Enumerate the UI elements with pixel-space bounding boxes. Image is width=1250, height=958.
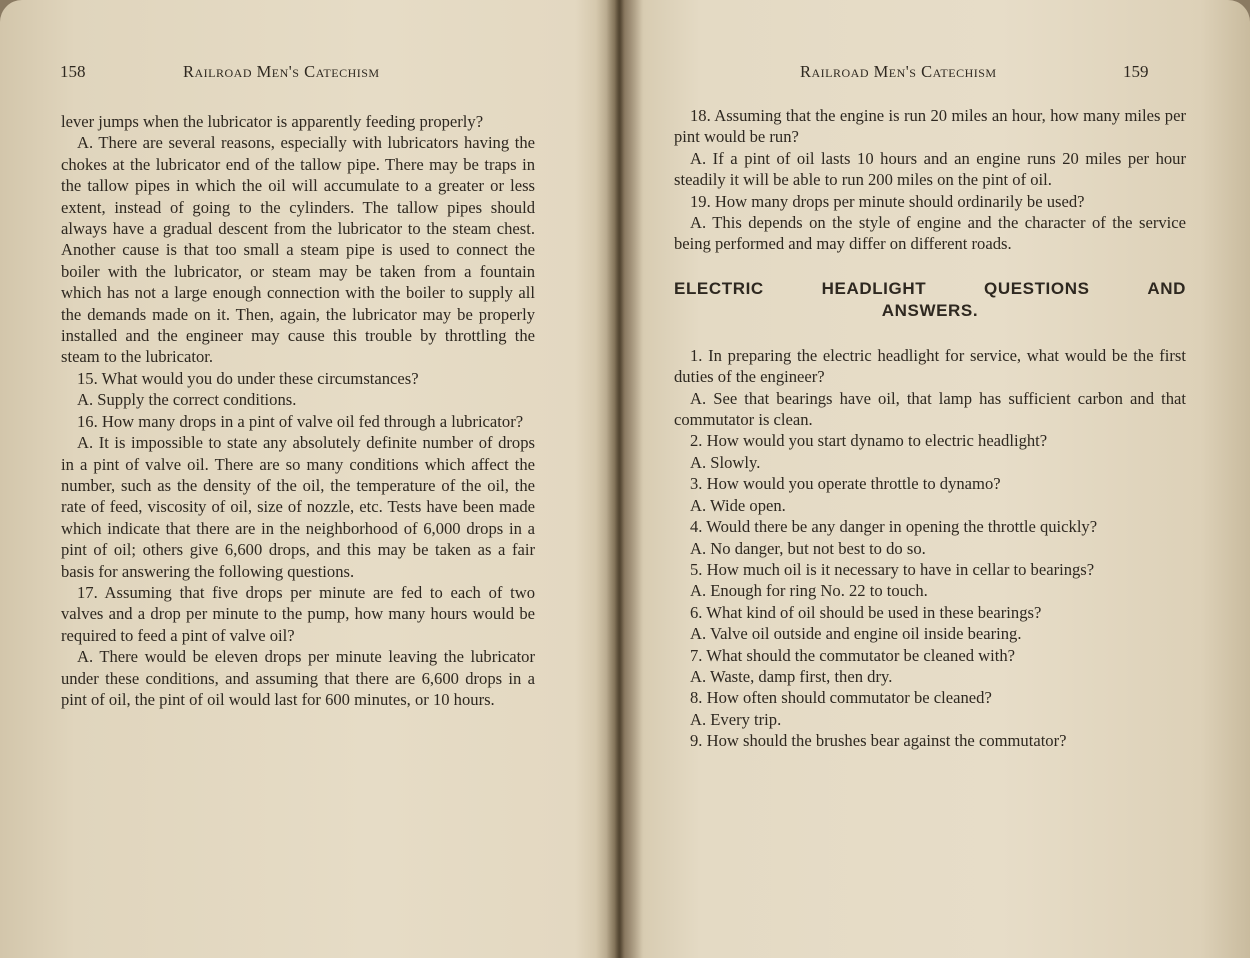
paragraph: lever jumps when the lubricator is apparently feeding properly? (61, 112, 484, 131)
paragraph: 17. Assuming that five drops per minute are fed to each of two valves and a drop per minute to the pump, how many hours would be required to feed a pint of valve oil? (61, 582, 535, 645)
paragraph: 15. What would you do under these circumstances? (77, 368, 419, 388)
paragraph: A. No danger, but not best to do so. (690, 538, 926, 558)
page-number: 158 (60, 62, 86, 81)
page-text (61, 111, 535, 710)
paragraph: 19. How many drops per minute should ordinarily be used? (690, 191, 1085, 211)
paragraph: 8. How often should commutator be cleaned? (690, 688, 992, 708)
section-heading-word: QUESTIONS (984, 278, 1090, 298)
paragraph: A. Valve oil outside and engine oil inside bearing. (690, 624, 1022, 644)
paragraph: 4. Would there be any danger in opening the throttle quickly? (690, 517, 1098, 537)
paragraph: A. It is impossible to state any absolutely definite number of drops in a pint of valve oil. There are so many conditions which affect the number, such as the density of the oil, the temperature of the oil, the rate of feed, viscosity of oil, size of nozzle, etc. Tests have been made which indicate that there are in the neighborhood of 6,000 drops in a pint of oil; others give 6,600 drops, and this may be taken as a fair basis for answering the following questions. (61, 433, 535, 581)
paragraph: A. This depends on the style of engine and the character of the service being performed and may differ on different roads. (674, 213, 1186, 254)
paragraph: A. Waste, damp first, then dry. (690, 666, 893, 686)
section-heading-word: AND (1147, 278, 1186, 298)
running-head: Railroad Men's Catechism (183, 62, 380, 81)
paragraph: 3. How would you operate throttle to dynamo? (690, 474, 1001, 494)
paragraph: A. Supply the correct conditions. (77, 390, 297, 410)
section-heading-word: ELECTRIC (674, 278, 764, 298)
right-page (636, 0, 1250, 958)
left-page (0, 0, 612, 958)
section-heading (674, 278, 1186, 322)
paragraph: A. There would be eleven drops per minute leaving the lubricator under these conditions, and assuming that there are 6,600 drops in a pint of oil, the pint of oil would last for 600 minutes, or 10 hours. (61, 647, 535, 709)
page-text (674, 105, 1186, 752)
paragraph: 7. What should the commutator be cleaned with? (690, 645, 1016, 665)
paragraph: A. Every trip. (690, 709, 782, 729)
paragraph: 2. How would you start dynamo to electric headlight? (690, 431, 1048, 451)
paragraph: 18. Assuming that the engine is run 20 miles an hour, how many miles per pint would be run? (674, 106, 1186, 147)
paragraph: A. If a pint of oil lasts 10 hours and an engine runs 20 miles per hour steadily it will be able to run 200 miles on the pint of oil. (674, 148, 1186, 190)
paragraph: A. There are several reasons, especially with lubricators having the chokes at the lubricator end of the tallow pipe. There may be traps in the tallow pipes in which the oil will accumulate to a greater or less extent, instead of going to the cylinders. The tallow pipes should always have a gradual descent from the lubricator to the steam chest. Another cause is that too small a steam pipe is used to connect the boiler with the lubricator, or steam may be taken from a fountain which has not a large enough connection with the boiler to supply all the demands made on it. Then, again, the lubricator may be properly installed and the engineer may cause this trouble by throttling the steam to the lubricator. (61, 133, 535, 367)
paragraph: A. See that bearings have oil, that lamp has sufficient carbon and that commutator is clean. (674, 388, 1186, 430)
section-heading-word: HEADLIGHT (821, 278, 927, 298)
paragraph: A. Enough for ring No. 22 to touch. (690, 581, 928, 601)
paragraph: 9. How should the brushes bear against the commutator? (690, 731, 1067, 751)
paragraph: 16. How many drops in a pint of valve oil fed through a lubricator? (77, 411, 524, 431)
paragraph: 6. What kind of oil should be used in these bearings? (690, 602, 1042, 622)
paragraph: 1. In preparing the electric headlight for service, what would be the first duties of the engineer? (674, 345, 1186, 387)
paragraph: A. Slowly. (690, 452, 761, 472)
section-heading-line2: ANSWERS. (881, 300, 979, 320)
paragraph: 5. How much oil is it necessary to have in cellar to bearings? (690, 559, 1095, 579)
running-head: Railroad Men's Catechism (800, 62, 997, 81)
page-number: 159 (1123, 62, 1149, 81)
paragraph: A. Wide open. (690, 495, 786, 515)
